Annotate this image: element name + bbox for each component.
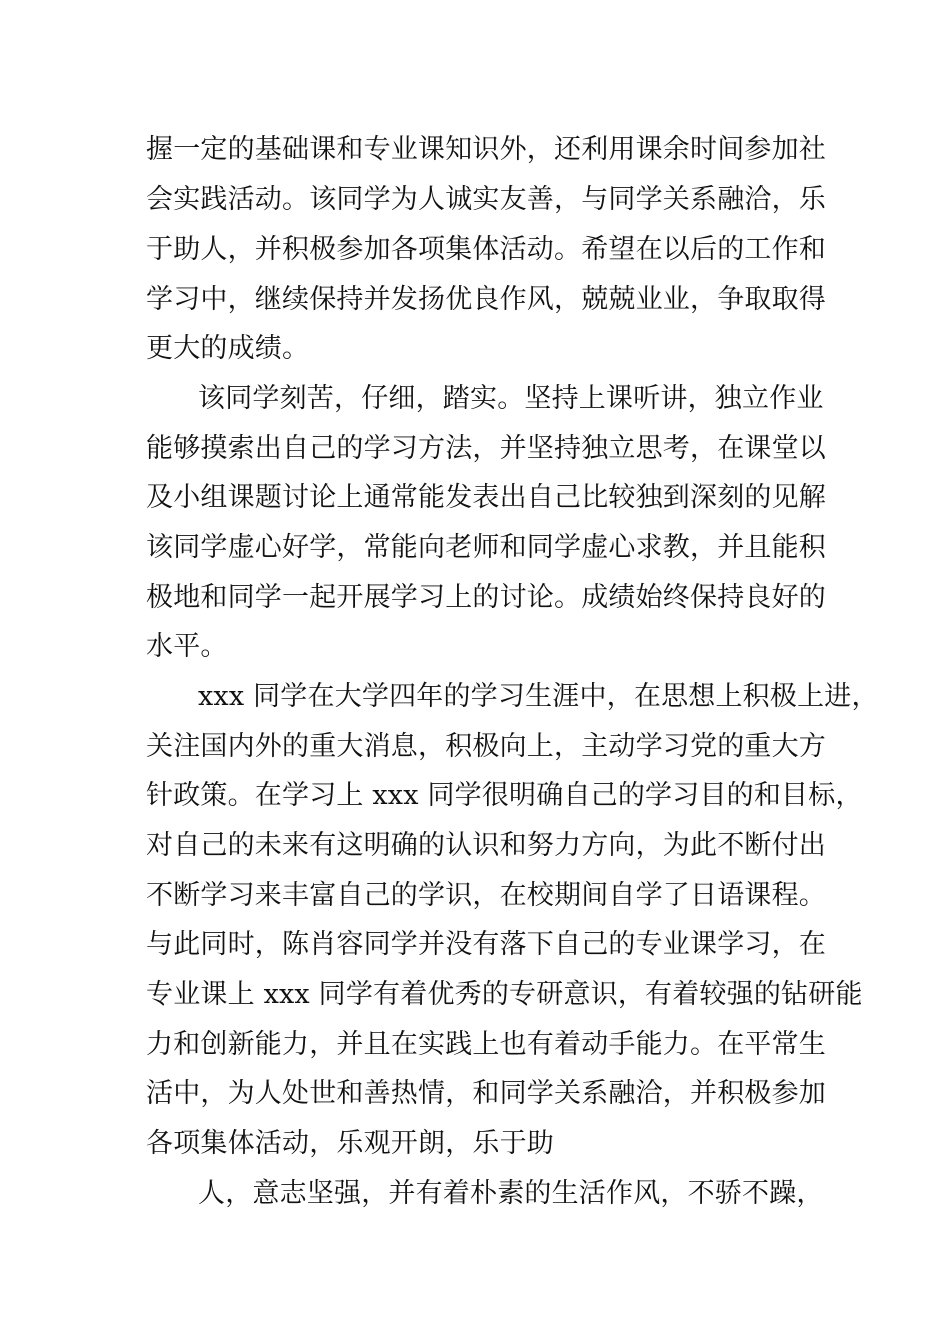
text-line: 针政策。在学习上 xxx 同学很明确自己的学习目的和目标， (146, 780, 863, 811)
text-line: 极地和同学一起开展学习上的讨论。成绩始终保持良好的 (146, 582, 826, 613)
text-line: 关注国内外的重大消息，积极向上，主动学习党的重大方 (146, 731, 826, 762)
text-line: 与此同时，陈肖容同学并没有落下自己的专业课学习，在 (146, 929, 826, 960)
text-line: 学习中，继续保持并发扬优良作风，兢兢业业，争取取得 (146, 284, 826, 315)
text-line: 专业课上 xxx 同学有着优秀的专研意识，有着较强的钻研能 (146, 979, 863, 1010)
paragraph-start-line: xxx 同学在大学四年的学习生涯中，在思想上积极上进， (198, 681, 879, 712)
text-line: 能够摸索出自己的学习方法，并坚持独立思考，在课堂以 (146, 433, 826, 464)
paragraph-start-line: 人，意志坚强，并有着朴素的生活作风，不骄不躁， (198, 1178, 824, 1209)
text-line: 活中，为人处世和善热情，和同学关系融洽，并积极参加 (146, 1078, 826, 1109)
text-line: 对自己的未来有这明确的认识和努力方向，为此不断付出 (146, 830, 826, 861)
text-line: 不断学习来丰富自己的学识，在校期间自学了日语课程。 (146, 880, 826, 911)
text-line: 于助人，并积极参加各项集体活动。希望在以后的工作和 (146, 234, 826, 265)
text-line: 该同学虚心好学，常能向老师和同学虚心求教，并且能积 (146, 532, 826, 563)
text-line: 会实践活动。该同学为人诚实友善，与同学关系融洽，乐 (146, 184, 826, 215)
text-line: 水平。 (146, 631, 228, 662)
text-line: 各项集体活动，乐观开朗，乐于助 (146, 1128, 554, 1159)
text-line: 力和创新能力，并且在实践上也有着动手能力。在平常生 (146, 1029, 826, 1060)
paragraph-start-line: 该同学刻苦，仔细，踏实。坚持上课听讲，独立作业 (198, 383, 824, 414)
text-line: 握一定的基础课和专业课知识外，还利用课余时间参加社 (146, 134, 826, 165)
text-line: 更大的成绩。 (146, 333, 310, 364)
text-line: 及小组课题讨论上通常能发表出自己比较独到深刻的见解 (146, 482, 826, 513)
